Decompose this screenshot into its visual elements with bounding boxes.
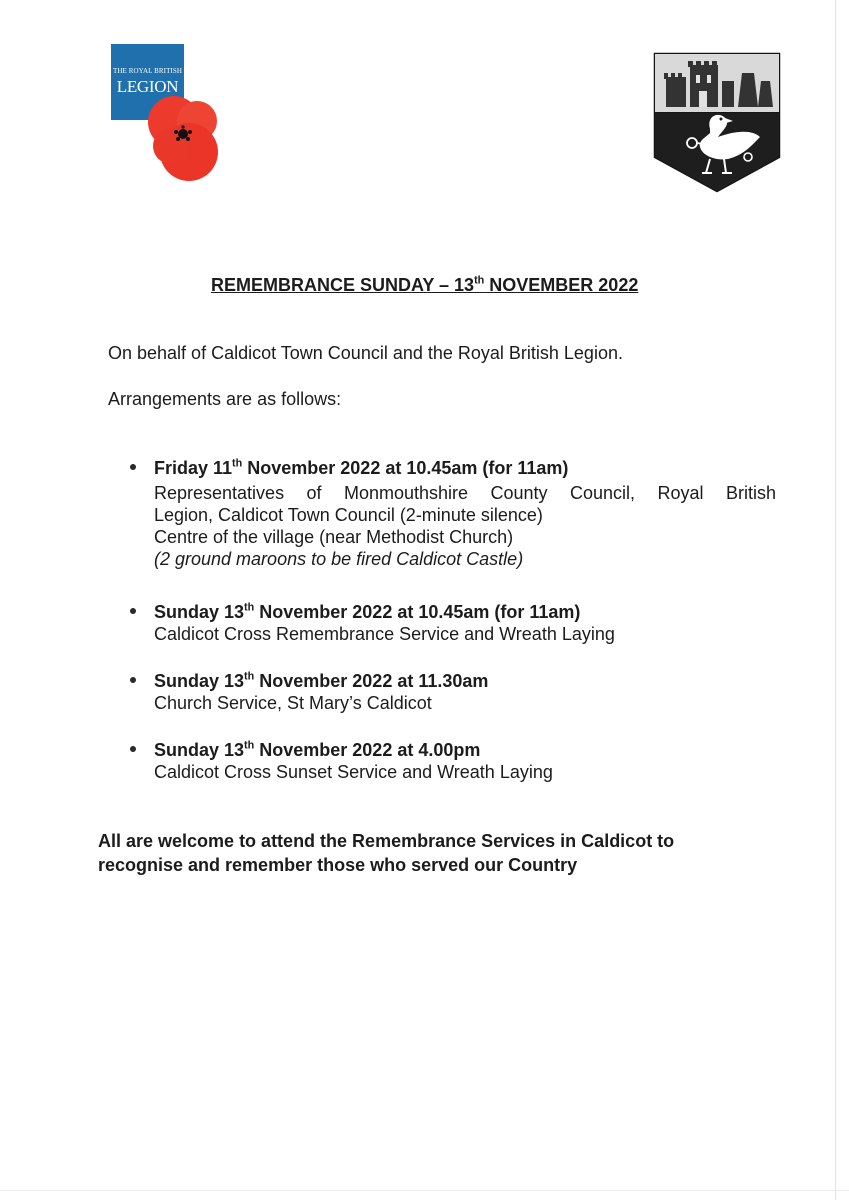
bullet-icon (130, 746, 136, 752)
event-heading (154, 601, 780, 623)
event-day: Sunday 13 (154, 740, 245, 760)
event-day: Sunday 13 (154, 671, 245, 691)
closing-line: recognise and remember those who served our Country (98, 855, 578, 875)
event-day: Sunday 13 (154, 602, 245, 622)
event-time: November 2022 at 11.30am (254, 671, 489, 691)
event-detail-word: Royal (657, 483, 704, 503)
bullet-icon (130, 608, 136, 614)
legion-logo-text: LEGION (116, 77, 179, 96)
event-detail: Caldicot Cross Remembrance Service and Wreath Laying (154, 624, 615, 644)
legion-logo-small-text: THE ROYAL BRITISH (112, 67, 183, 75)
event-detail: Caldicot Cross Sunset Service and Wreath Laying (154, 762, 553, 782)
event-note: (2 ground maroons to be fired Caldicot Castle) (154, 549, 524, 569)
event-detail (154, 482, 776, 504)
closing-statement (98, 829, 758, 877)
title-text: REMEMBRANCE SUNDAY – 13 (211, 275, 475, 295)
closing-line: All are welcome to attend the Remembrance Services in Caldicot to (98, 831, 675, 851)
event-time: November 2022 at 10.45am (for 11am) (254, 602, 581, 622)
page-edge (0, 1190, 849, 1191)
event-day: Friday 11 (154, 458, 233, 478)
event-detail-word: of (306, 483, 322, 503)
event-time: November 2022 at 10.45am (for 11am) (242, 458, 569, 478)
title-ordinal: th (474, 274, 485, 287)
event-item (130, 670, 780, 714)
event-heading (154, 739, 780, 761)
event-time: November 2022 at 4.00pm (254, 740, 481, 760)
intro-text: On behalf of Caldicot Town Council and the Royal British Legion. (108, 343, 623, 363)
poppy-icon (147, 96, 225, 182)
arrangements-heading: Arrangements are as follows: (108, 389, 342, 409)
event-ordinal: th (244, 739, 255, 752)
event-location: Centre of the village (near Methodist Church) (154, 527, 514, 547)
event-detail-word: Representatives (154, 483, 285, 503)
event-heading (154, 670, 780, 692)
event-detail: Church Service, St Mary’s Caldicot (154, 693, 432, 713)
royal-british-legion-logo (111, 44, 226, 184)
event-list (130, 457, 780, 783)
event-detail-word: Council, (570, 483, 636, 503)
bullet-icon (130, 677, 136, 683)
event-item (130, 739, 780, 783)
event-ordinal: th (244, 601, 255, 614)
event-detail-word: British (725, 483, 776, 503)
event-item (130, 457, 780, 570)
event-ordinal: th (244, 670, 255, 683)
page-edge (835, 0, 836, 1200)
caldicot-crest-icon (652, 51, 782, 194)
event-detail-word: Monmouthshire (344, 483, 469, 503)
event-detail: Legion, Caldicot Town Council (2-minute silence) (154, 505, 543, 525)
event-ordinal: th (232, 457, 243, 470)
page-title (211, 275, 638, 296)
event-detail-word: County (490, 483, 548, 503)
bullet-icon (130, 464, 136, 470)
title-text-end: NOVEMBER 2022 (484, 275, 639, 295)
event-heading (154, 457, 780, 479)
event-item (130, 601, 780, 645)
